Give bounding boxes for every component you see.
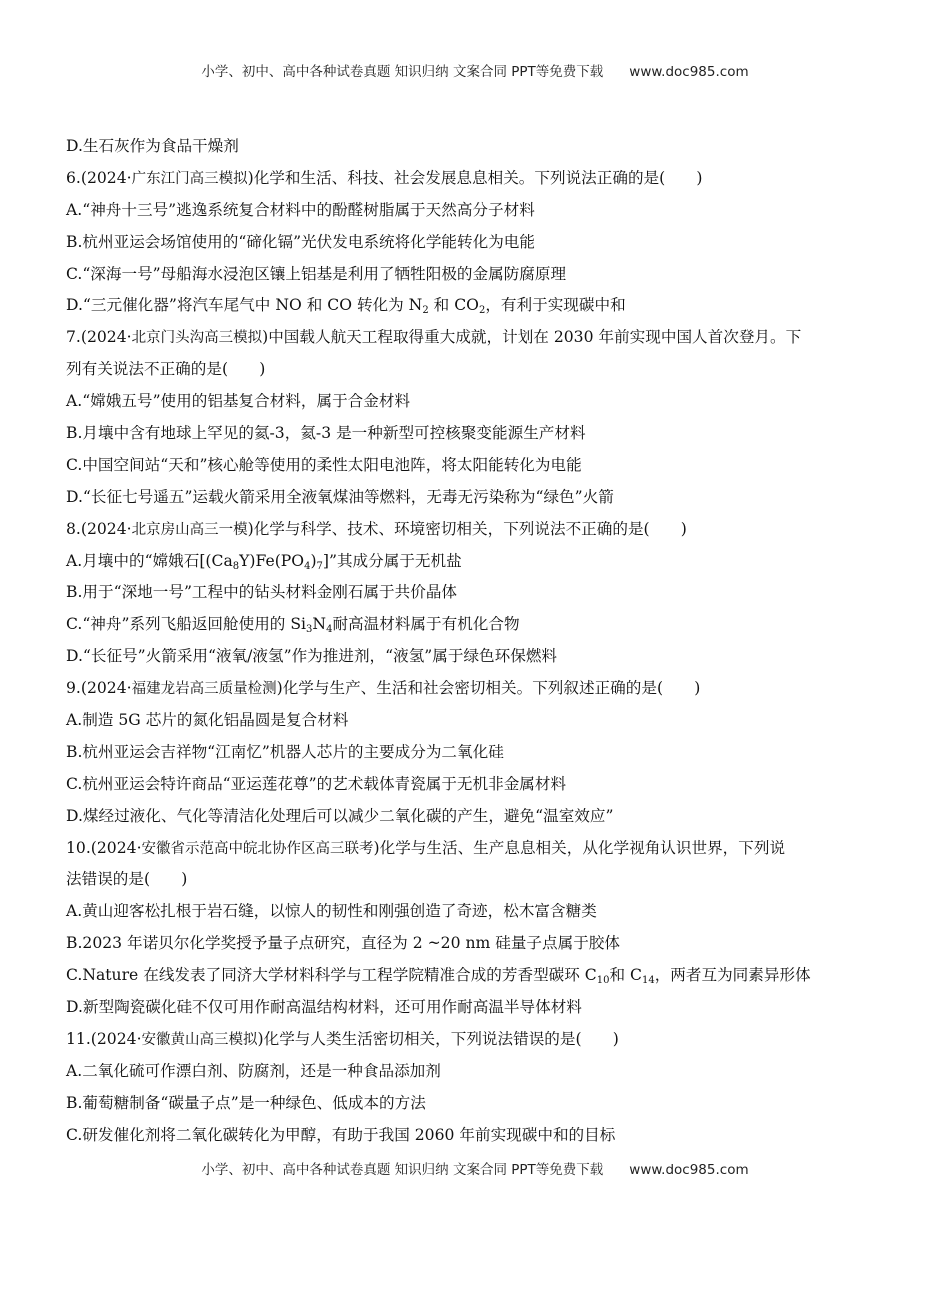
question-10-stem: [66, 833, 882, 865]
header-text: 小学、初中、高中各种试卷真题 知识归纳 文案合同 PPT等免费下载: [201, 64, 604, 80]
page-footer: [0, 1158, 950, 1178]
option-text: Y)Fe(PO: [239, 551, 305, 570]
question-10-stem-cont: 法错误的是( ): [66, 870, 188, 889]
option-text: 和 C: [609, 966, 642, 985]
question-list: [66, 131, 882, 1152]
question-number: 10.(2024·: [66, 838, 142, 857]
option-text: D.“三元催化器”将汽车尾气中 NO 和 CO 转化为 N: [66, 296, 423, 315]
question-11-stem: [66, 1024, 882, 1056]
subscript: 2: [422, 305, 429, 317]
option-q7-d: D.“长征七号遥五”运载火箭采用全液氧煤油等燃料，无毒无污染称为“绿色”火箭: [66, 487, 614, 506]
option-text: A.月壤中的“嫦娥石[(Ca: [66, 551, 233, 570]
option-q9-a: A.制造 5G 芯片的氮化铝晶圆是复合材料: [66, 711, 349, 730]
option-text: 和 CO: [433, 296, 479, 315]
option-q10-b: B.2023 年诺贝尔化学奖授予量子点研究，直径为 2 ~20 nm 硅量子点属于胶体: [66, 934, 620, 953]
option-text: ，两者互为同素异形体: [654, 966, 811, 985]
option-q7-c: C.中国空间站“天和”核心舱等使用的柔性太阳电池阵，将太阳能转化为电能: [66, 455, 582, 474]
option-q6-d: [66, 290, 882, 322]
option-q8-c: [66, 609, 882, 641]
subscript: 8: [232, 560, 240, 572]
option-q9-b: B.杭州亚运会吉祥物“江南忆”机器人芯片的主要成分为二氧化硅: [66, 742, 504, 761]
question-number: 6.(2024·: [66, 168, 132, 187]
question-text: )化学与科学、技术、环境密切相关，下列说法不正确的是( ): [247, 519, 687, 538]
option-q7-a: A.“嫦娥五号”使用的铝基复合材料，属于合金材料: [66, 392, 411, 411]
option-q10-c: [66, 960, 882, 992]
option-text: ]”其成分属于无机盐: [322, 551, 462, 570]
question-number: 9.(2024·: [66, 679, 132, 698]
subscript: 2: [478, 305, 486, 317]
page-header: [0, 60, 950, 80]
option-text: 耐高温材料属于有机化合物: [332, 615, 520, 634]
question-7-stem: [66, 322, 882, 354]
option-q11-b: B.葡萄糖制备“碳量子点”是一种绿色、低成本的方法: [66, 1093, 426, 1112]
option-text: C.“神舟”系列飞船返回舱使用的 Si: [66, 615, 307, 634]
option-q10-d: D.新型陶瓷碳化硅不仅可用作耐高温结构材料，还可用作耐高温半导体材料: [66, 998, 582, 1017]
option-q7-b: B.月壤中含有地球上罕见的氦-3，氦-3 是一种新型可控核聚变能源生产材料: [66, 424, 586, 443]
footer-text: 小学、初中、高中各种试卷真题 知识归纳 文案合同 PPT等免费下载: [201, 1162, 604, 1178]
question-text: )化学与生活、生产息息相关，从化学视角认识世界，下列说: [373, 838, 786, 857]
question-source: 福建龙岩高三质量检测: [131, 681, 277, 698]
question-7-stem-cont: 列有关说法不正确的是( ): [66, 360, 266, 379]
question-6-stem: [66, 163, 882, 195]
option-q11-a: A.二氧化硫可作漂白剂、防腐剂，还是一种食品添加剂: [66, 1061, 441, 1080]
subscript: 4: [326, 624, 333, 636]
option-text: N: [312, 615, 327, 634]
subscript: 3: [306, 624, 313, 636]
option-q9-c: C.杭州亚运会特许商品“亚运莲花尊”的艺术载体青瓷属于无机非金属材料: [66, 774, 567, 793]
option-q10-a: A.黄山迎客松扎根于岩石缝，以惊人的韧性和刚强创造了奇迹，松木富含糖类: [66, 902, 597, 921]
option-q6-c: C.“深海一号”母船海水浸泡区镶上铝基是利用了牺牲阳极的金属防腐原理: [66, 264, 567, 283]
question-source: 安徽省示范高中皖北协作区高三联考: [141, 840, 374, 857]
option-q8-a: [66, 546, 882, 578]
question-source: 北京房山高三一模: [131, 521, 248, 538]
question-8-stem: [66, 514, 882, 546]
subscript: 7: [316, 560, 323, 572]
question-text: )化学与人类生活密切相关，下列说法错误的是( ): [257, 1029, 619, 1048]
question-9-stem: [66, 673, 882, 705]
footer-site-link[interactable]: www.doc985.com: [629, 1162, 749, 1178]
option-q11-c: C.研发催化剂将二氧化碳转化为甲醇，有助于我国 2060 年前实现碳中和的目标: [66, 1125, 616, 1144]
option-q6-a: A.“神舟十三号”逃逸系统复合材料中的酚醛树脂属于天然高分子材料: [66, 200, 535, 219]
option-q8-d: D.“长征号”火箭采用“液氧/液氢”作为推进剂，“液氢”属于绿色环保燃料: [66, 647, 558, 666]
option-text: ): [310, 551, 317, 570]
question-number: 11.(2024·: [66, 1029, 142, 1048]
question-number: 8.(2024·: [66, 519, 132, 538]
header-site-link[interactable]: www.doc985.com: [629, 64, 749, 80]
question-source: 安徽黄山高三模拟: [141, 1031, 258, 1048]
option-q6-b: B.杭州亚运会场馆使用的“碲化镉”光伏发电系统将化学能转化为电能: [66, 232, 535, 251]
question-text: )中国载人航天工程取得重大成就，计划在 2030 年前实现中国人首次登月。下: [262, 328, 802, 347]
question-text: )化学和生活、科技、社会发展息息相关。下列说法正确的是( ): [247, 168, 703, 187]
question-number: 7.(2024·: [66, 328, 132, 347]
option-text: C.Nature 在线发表了同济大学材料科学与工程学院精准合成的芳香型碳环 C: [66, 966, 597, 985]
subscript: 14: [641, 975, 655, 987]
option-q5-d: D.生石灰作为食品干燥剂: [66, 137, 239, 155]
option-q9-d: D.煤经过液化、气化等清洁化处理后可以减少二氧化碳的产生，避免“温室效应”: [66, 806, 614, 825]
subscript: 10: [596, 975, 610, 987]
subscript: 4: [304, 560, 311, 572]
question-source: 广东江门高三模拟: [131, 170, 248, 187]
question-source: 北京门头沟高三模拟: [131, 330, 263, 347]
question-text: )化学与生产、生活和社会密切相关。下列叙述正确的是( ): [276, 679, 701, 698]
option-text: ，有利于实现碳中和: [485, 296, 626, 315]
option-q8-b: B.用于“深地一号”工程中的钻头材料金刚石属于共价晶体: [66, 583, 458, 602]
